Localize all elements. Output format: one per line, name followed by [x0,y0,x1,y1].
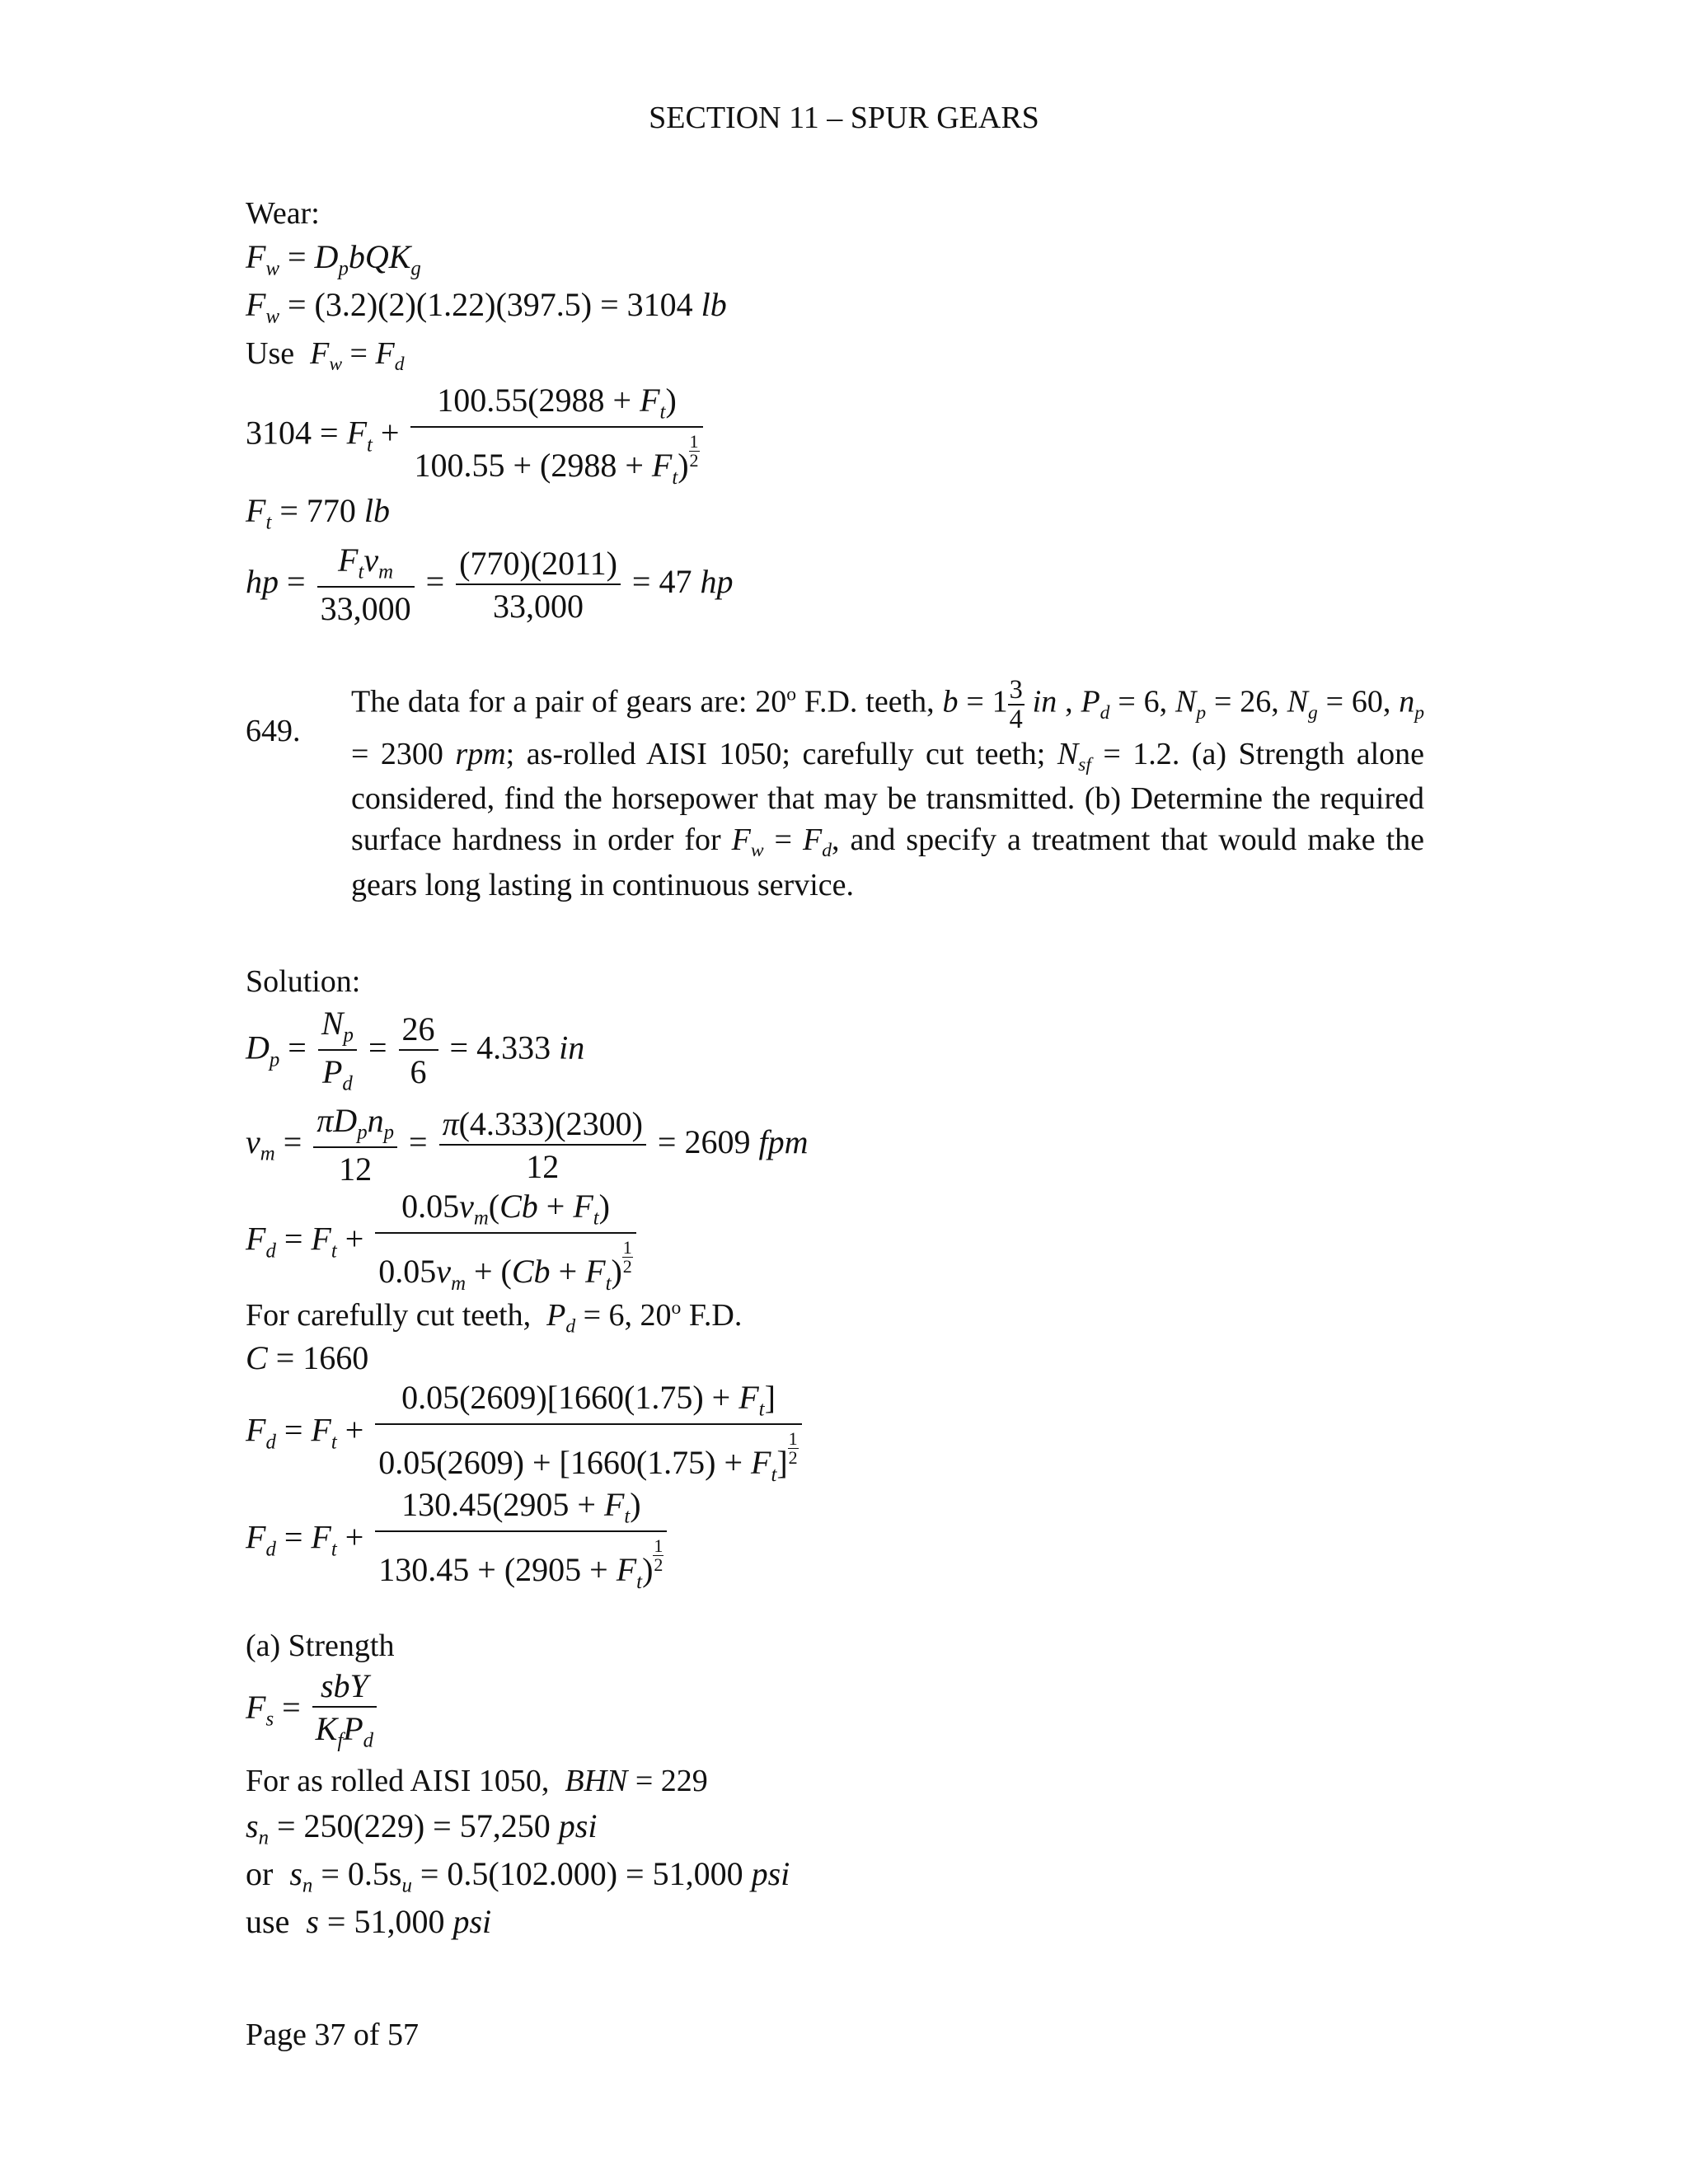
wear-label: Wear: [246,196,320,231]
dp-equation: $D_p$ = $\frac{N_p}{P_d}$ = $\frac{26}{6}$ = 4.333 in [246,1005,585,1096]
problem-statement: The data for a pair of gears are: 20$^o$ F.D. teeth, b = 1 $\frac{3}{4}$ in , $P_d = 6$, $N_p = 26$, $N_g = 60$, $n_p = 2300$ rpm; as-rolled AISI 1050; carefully cut teeth; $N_{sf} = 1.2$. (a) Strength alone considered, find the horsepower that may be transmitted. (b) Determine the required surface hardness in order for $F_w = F_d$, and specify a treatment that would make the gears long lasting in continuous service. [351,674,1425,902]
problem-649 [246,676,1424,906]
careful-cut-line: For carefully cut teeth, $P_d = 6$, 20$^o$ F.D. [246,1297,743,1338]
wear-formula: $F_w = D_pbQK_g$ [246,238,421,280]
fd-simplified-equation: $F_d = F_t$ + $130.45(2905 + F_t)$ $130.45 + (2905 + F_t)$ $\frac{1}{2}$ [246,1488,670,1593]
solution-label: Solution: [246,964,361,999]
fs-equation: $F_s$ = $\frac{\text{sbY}}{K_fP_d}$ [246,1670,380,1751]
wear-dynamic-equation: $3104 = F_t$ + $100.55(2988 + F_t)$ $100.55 + (2988 + F_t)$ $\frac{1}{2}$ [246,384,706,489]
wear-fw-value: $F_w = (3.2)(2)(1.22)(397.5) = 3104$ lb [246,286,727,328]
bhn-line: For as rolled AISI 1050, BHN = 229 [246,1764,708,1798]
problem-number: 649. [246,714,301,748]
s-use-line: use s = 51,000 psi [246,1903,492,1940]
sn-first: $s_n = 250(229) = 57,250$ psi [246,1807,598,1849]
wear-hp-equation: hp = $\frac{F_tv_m}{33,000}$ = $\frac{(770)(2011)}{33,000}$ = 47 hp [246,541,734,628]
strength-label: (a) Strength [246,1629,395,1663]
sn-second: or $s_n = 0.5s_u = 0.5(102.000) = 51,000$ psi [246,1855,790,1897]
vm-equation: $v_m$ = $\frac{\pi D_pn_p}{12}$ = $\frac{\pi(4.333)(2300)}{12}$ = 2609 fpm [246,1102,809,1188]
fd-general-equation: $F_d = F_t$ + $0.05v_m(Cb + F_t)$ $0.05v_m + (Cb + F_t)$ $\frac{1}{2}$ [246,1190,640,1295]
wear-ft-result: $F_t = 770$ lb [246,492,391,534]
wear-use-line: Use $F_w = F_d$ [246,336,405,376]
section-header: SECTION 11 – SPUR GEARS [649,101,1039,135]
page-footer: Page 37 of 57 [246,2018,420,2052]
c-value: C = 1660 [246,1339,369,1376]
fd-substituted-equation: $F_d = F_t$ + $0.05(2609)[1660(1.75) + F_t]$ $0.05(2609) + [1660(1.75) + F_t]$ $\frac{1}{2}$ [246,1381,805,1486]
